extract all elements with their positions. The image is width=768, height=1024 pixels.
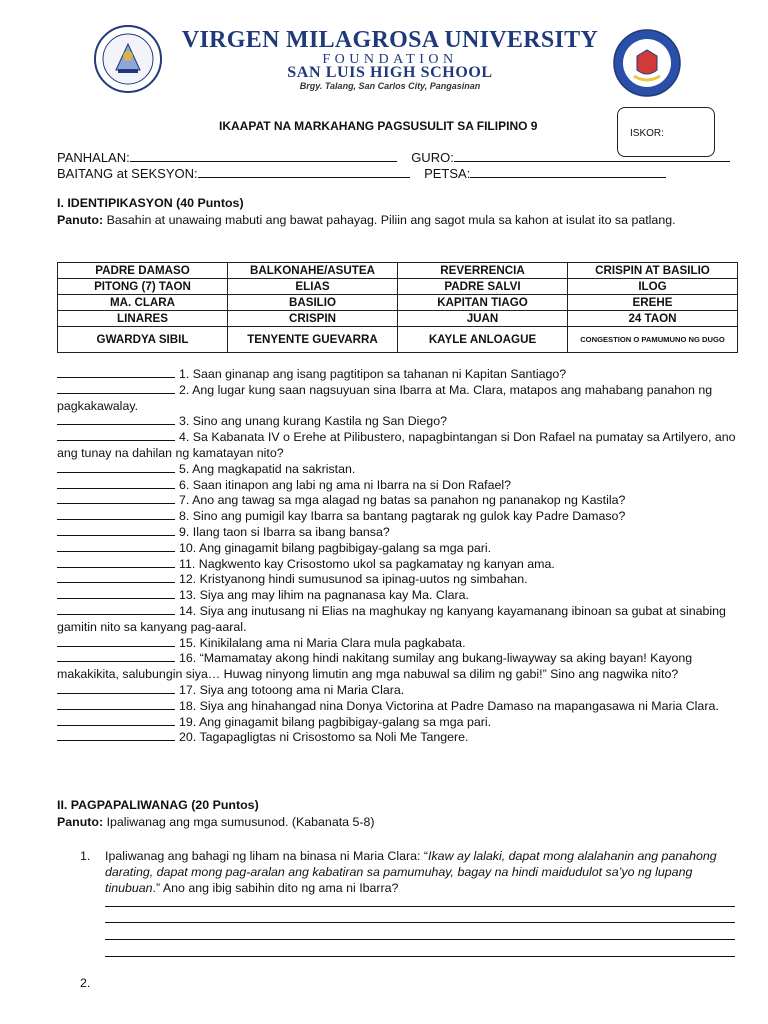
part2-directions-label: Panuto:	[57, 815, 104, 829]
answer-blank[interactable]	[57, 699, 175, 710]
question-text: 4. Sa Kabanata IV o Erehe at Pilibustero, napagbintangan si Don Rafael na pumatay sa Artilyero, ano ang tunay na dahilan ng kamatayan nito?	[57, 430, 736, 460]
choice-cell: CRISPIN AT BASILIO	[568, 263, 738, 279]
choice-cell: ELIAS	[228, 279, 398, 295]
essay-item-1-tail: .” Ano ang ibig sabihin dito ng ama ni Ibarra?	[152, 881, 399, 895]
question-item	[57, 699, 739, 715]
choice-cell: PADRE SALVI	[398, 279, 568, 295]
question-item	[57, 367, 739, 383]
question-text: 13. Siya ang may lihim na pagnanasa kay Ma. Clara.	[179, 588, 469, 603]
question-text: 18. Siya ang hinahangad nina Donya Victorina at Padre Damaso na mapangasawa ni Maria Clara.	[179, 698, 719, 713]
choice-cell: PADRE DAMASO	[58, 263, 228, 279]
answer-blank[interactable]	[57, 478, 175, 489]
answer-choices-table	[57, 262, 738, 353]
question-text: 9. Ilang taon si Ibarra sa ibang bansa?	[179, 524, 390, 539]
answer-blank[interactable]	[57, 588, 175, 599]
question-item	[57, 683, 739, 699]
choice-cell: MA. CLARA	[58, 295, 228, 311]
date-blank[interactable]	[470, 166, 666, 178]
answer-blank[interactable]	[57, 414, 175, 425]
question-item	[57, 478, 739, 494]
choice-cell: REVERRENCIA	[398, 263, 568, 279]
choice-cell: GWARDYA SIBIL	[58, 327, 228, 353]
question-item	[57, 588, 739, 604]
university-name: VIRGEN MILAGROSA UNIVERSITY	[181, 27, 599, 53]
answer-blank[interactable]	[57, 462, 175, 473]
choices-row	[58, 263, 738, 279]
answer-blank[interactable]	[57, 683, 175, 694]
question-item	[57, 557, 739, 573]
school-name: SAN LUIS HIGH SCHOOL	[287, 64, 493, 81]
essay-item-2-number: 2.	[80, 976, 91, 990]
answer-blank[interactable]	[57, 509, 175, 520]
choice-cell: BALKONAHE/ASUTEA	[228, 263, 398, 279]
question-item	[57, 541, 739, 557]
part1-directions-label: Panuto:	[57, 213, 104, 227]
university-seal-logo	[86, 24, 170, 94]
answer-blank[interactable]	[57, 493, 175, 504]
question-list	[57, 367, 739, 746]
question-text: 5. Ang magkapatid na sakristan.	[179, 461, 356, 476]
choice-cell: CONGESTION O PAMUMUNO NG DUGO	[568, 327, 738, 353]
question-item	[57, 636, 739, 652]
question-item	[57, 430, 739, 462]
school-address: Brgy. Talang, San Carlos City, Pangasinan	[299, 81, 481, 91]
choice-cell: CRISPIN	[228, 311, 398, 327]
question-item	[57, 604, 739, 636]
question-text: 20. Tagapagligtas ni Crisostomo sa Noli Me Tangere.	[179, 730, 469, 745]
question-item	[57, 730, 739, 746]
answer-blank[interactable]	[57, 383, 175, 394]
answer-blank[interactable]	[57, 604, 175, 615]
answer-blank[interactable]	[57, 541, 175, 552]
choice-cell: KAYLE ANLOAGUE	[398, 327, 568, 353]
choices-row	[58, 327, 738, 353]
answer-blank[interactable]	[57, 557, 175, 568]
choice-cell: 24 TAON	[568, 311, 738, 327]
question-item	[57, 525, 739, 541]
grade-section-blank[interactable]	[198, 166, 410, 178]
answer-blank[interactable]	[57, 572, 175, 583]
question-item	[57, 715, 739, 731]
choice-cell: JUAN	[398, 311, 568, 327]
foundation-label: FOUNDATION	[322, 52, 458, 67]
high-school-seal-logo	[604, 28, 690, 98]
question-text: 10. Ang ginagamit bilang pagbibigay-galang sa mga pari.	[179, 540, 492, 555]
question-text: 3. Sino ang unang kurang Kastila ng San Diego?	[179, 414, 447, 429]
part1-directions-text: Basahin at unawaing mabuti ang bawat pahayag. Piliin ang sagot mula sa kahon at isulat ito sa patlang.	[103, 213, 676, 227]
part2-directions-text: Ipaliwanag ang mga sumusunod. (Kabanata 5-8)	[103, 815, 375, 829]
choice-cell: TENYENTE GUEVARRA	[228, 327, 398, 353]
name-blank[interactable]	[130, 150, 397, 162]
choice-cell: LINARES	[58, 311, 228, 327]
grade-field-row	[57, 166, 666, 182]
question-item	[57, 383, 739, 415]
answer-blank[interactable]	[57, 730, 175, 741]
grade-section-label: BAITANG at SEKSYON:	[57, 166, 198, 181]
question-text: 17. Siya ang totoong ama ni Maria Clara.	[179, 682, 405, 697]
question-text: 15. Kinikilalang ama ni Maria Clara mula pagkabata.	[179, 635, 466, 650]
choices-row	[58, 295, 738, 311]
choice-cell: ILOG	[568, 279, 738, 295]
answer-blank[interactable]	[57, 636, 175, 647]
question-item	[57, 462, 739, 478]
question-item	[57, 572, 739, 588]
teacher-label: GURO:	[411, 150, 454, 165]
choices-row	[58, 279, 738, 295]
exam-title: IKAAPAT NA MARKAHANG PAGSUSULIT SA FILIPINO 9	[219, 119, 538, 133]
name-label: PANHALAN:	[57, 150, 130, 165]
score-label: ISKOR:	[630, 128, 664, 139]
part1-title: I. IDENTIPIKASYON (40 Puntos)	[57, 196, 244, 210]
question-item	[57, 651, 739, 683]
question-text: 19. Ang ginagamit bilang pagbibigay-galang sa mga pari.	[179, 714, 492, 729]
question-text: 2. Ang lugar kung saan nagsuyuan sina Ibarra at Ma. Clara, matapos ang mahabang panahon ng pagkakawalay.	[57, 382, 713, 413]
choice-cell: KAPITAN TIAGO	[398, 295, 568, 311]
choice-cell: EREHE	[568, 295, 738, 311]
date-label: PETSA:	[424, 166, 471, 181]
answer-blank[interactable]	[57, 430, 175, 441]
question-text: 8. Sino ang pumigil kay Ibarra sa bantang pagtarak ng gulok kay Padre Damaso?	[179, 509, 626, 524]
choices-row	[58, 311, 738, 327]
essay-answer-line[interactable]	[105, 939, 735, 940]
answer-blank[interactable]	[57, 367, 175, 378]
question-text: 7. Ano ang tawag sa mga alagad ng batas sa panahon ng pananakop ng Kastila?	[179, 493, 626, 508]
answer-blank[interactable]	[57, 651, 175, 662]
essay-answer-line[interactable]	[105, 922, 735, 923]
question-item	[57, 509, 739, 525]
choice-cell: PITONG (7) TAON	[58, 279, 228, 295]
teacher-blank[interactable]	[454, 150, 730, 162]
answer-blank[interactable]	[57, 525, 175, 536]
essay-item-1-quote: Ikaw ay lalaki, dapat mong alalahanin ang panahong darating, dapat mong pag-aralan ang kabatiran sa pamumuhay, bagay na hindi maidudulot sa’yo ng lupang tinubuan	[105, 849, 717, 895]
question-text: 6. Saan itinapon ang labi ng ama ni Ibarra na si Don Rafael?	[179, 477, 512, 492]
question-text: 12. Kristyanong hindi sumusunod sa ipinag-uutos ng simbahan.	[179, 572, 528, 587]
essay-item-1	[80, 848, 740, 896]
name-field-row	[57, 150, 730, 166]
part2-directions	[57, 814, 737, 830]
question-text: 11. Nagkwento kay Crisostomo ukol sa pagkamatay ng kanyan ama.	[179, 556, 555, 571]
choice-cell: BASILIO	[228, 295, 398, 311]
answer-blank[interactable]	[57, 715, 175, 726]
essay-answer-line[interactable]	[105, 906, 735, 907]
part1-directions	[57, 212, 737, 228]
essay-answer-line[interactable]	[105, 956, 735, 957]
question-text: 14. Siya ang inutusang ni Elias na maghukay ng kanyang kayamanang ibinoan sa gubat at sinabing gamitin nito sa kanyang pag-aaral.	[57, 603, 726, 634]
question-text: 16. “Mamamatay akong hindi nakitang sumilay ang bukang-liwayway sa aking bayan! Kayong makakikita, salubungin siya… Huwag ninyong limutin ang mga nabuwal sa dilim ng gabi!” Sino ang nagwika nito?	[57, 651, 693, 682]
part2-title: II. PAGPAPALIWANAG (20 Puntos)	[57, 798, 259, 812]
question-text: 1. Saan ginanap ang isang pagtitipon sa tahanan ni Kapitan Santiago?	[179, 367, 567, 381]
question-item	[57, 493, 739, 509]
question-item	[57, 414, 739, 430]
essay-item-1-number: 1.	[80, 849, 91, 863]
essay-item-1-lead: Ipaliwanag ang bahagi ng liham na binasa ni Maria Clara: “	[105, 849, 429, 863]
